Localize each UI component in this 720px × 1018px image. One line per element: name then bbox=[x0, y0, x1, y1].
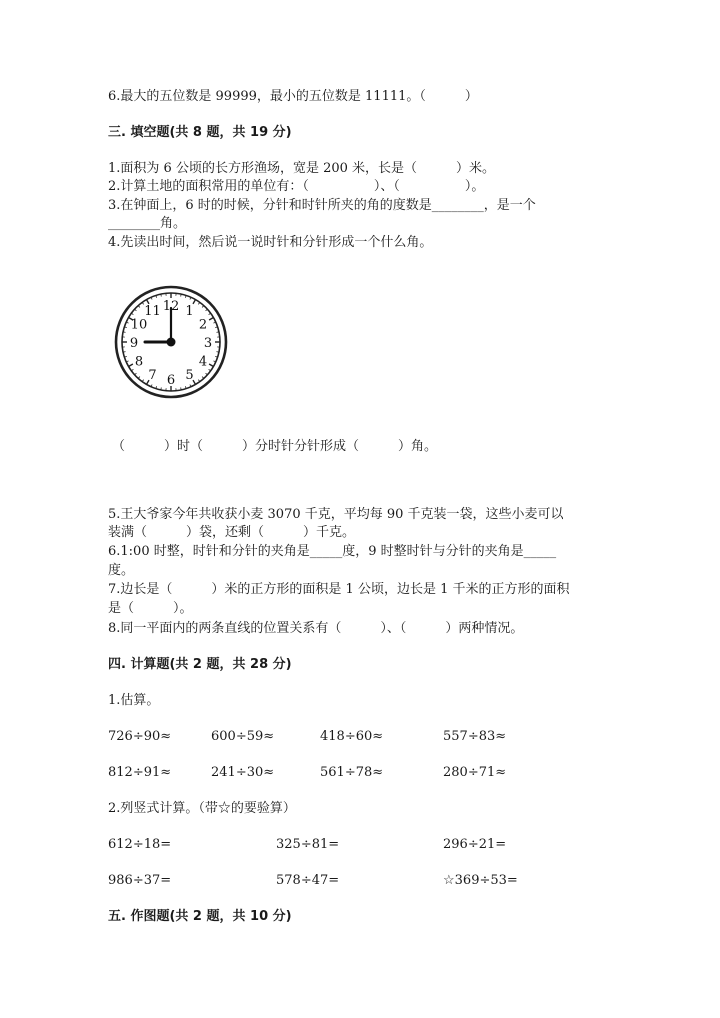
clock-number: 7 bbox=[148, 368, 157, 384]
clock-tick bbox=[216, 332, 218, 333]
clock-number: 9 bbox=[129, 336, 139, 351]
clock-number: 3 bbox=[203, 336, 213, 351]
clock-tick bbox=[209, 318, 213, 321]
clock-number: 10 bbox=[130, 317, 148, 333]
vertical-calc-item: 296÷21= bbox=[443, 837, 507, 852]
clock-tick bbox=[181, 387, 182, 389]
question-s3-4: 4.先读出时间，然后说一说时针和分针形成一个什么角。 bbox=[108, 235, 433, 250]
clock-tick bbox=[123, 332, 125, 333]
estimation-item: 726÷90≈ bbox=[108, 729, 172, 744]
question-s3-3-line1: 3.在钟面上，6 时的时候，分针和时针所夹的角的度数是________，是一个 bbox=[108, 198, 536, 213]
section-4-title: 四. 计算题(共 2 题，共 28 分) bbox=[108, 657, 292, 672]
section-5-title: 五. 作图题(共 2 题，共 10 分) bbox=[108, 909, 292, 924]
question-s3-6-line1: 6.1:00 时整，时针和分针的夹角是_____度，9 时整时针与分针的夹角是_____ bbox=[108, 544, 557, 559]
clock-number: 2 bbox=[198, 317, 208, 333]
question-s3-7-line2: 是（ ）。 bbox=[108, 601, 193, 616]
question-s3-5-line1: 5.王大爷家今年共收获小麦 3070 千克，平均每 90 千克装一袋，这些小麦可以 bbox=[108, 507, 564, 522]
clock-number: 5 bbox=[185, 368, 194, 384]
question-s3-2: 2.计算土地的面积常用的单位有：（ ）、（ ）。 bbox=[108, 179, 485, 194]
clock-number: 11 bbox=[144, 303, 161, 319]
estimation-item: 557÷83≈ bbox=[443, 729, 507, 744]
clock-number: 6 bbox=[166, 373, 176, 388]
clock-face bbox=[113, 284, 229, 400]
estimation-item: 418÷60≈ bbox=[320, 729, 384, 744]
clock-tick bbox=[123, 352, 125, 353]
clock-center bbox=[167, 338, 176, 347]
vertical-calc-item: 578÷47= bbox=[276, 873, 340, 888]
clock-number: 1 bbox=[185, 303, 194, 319]
clock-tick bbox=[216, 352, 218, 353]
estimation-item: 241÷30≈ bbox=[211, 765, 275, 780]
clock-tick bbox=[181, 294, 182, 296]
estimation-item: 280÷71≈ bbox=[443, 765, 507, 780]
clock-number: 8 bbox=[134, 354, 144, 370]
clock-tick bbox=[129, 364, 133, 367]
question-s4-2: 2.列竖式计算。（带☆的要验算） bbox=[108, 801, 296, 816]
vertical-calc-item: 986÷37= bbox=[108, 873, 172, 888]
question-s3-8: 8.同一平面内的两条直线的位置关系有（ ）、（ ）两种情况。 bbox=[108, 621, 524, 636]
question-s2-6: 6.最大的五位数是 99999，最小的五位数是 11111。（ ） bbox=[108, 89, 478, 104]
estimation-item: 600÷59≈ bbox=[211, 729, 275, 744]
clock-tick bbox=[161, 294, 162, 296]
clock-tick bbox=[161, 387, 162, 389]
vertical-calc-item: ☆369÷53= bbox=[443, 873, 518, 888]
question-s3-6-line2: 度。 bbox=[108, 563, 135, 578]
clock-number: 4 bbox=[198, 354, 208, 370]
vertical-calc-item: 612÷18= bbox=[108, 837, 172, 852]
estimation-item: 812÷91≈ bbox=[108, 765, 172, 780]
question-s3-7-line1: 7.边长是（ ）米的正方形的面积是 1 公顷，边长是 1 千米的正方形的面积 bbox=[108, 582, 570, 597]
estimation-item: 561÷78≈ bbox=[320, 765, 384, 780]
clock-tick bbox=[209, 364, 213, 367]
vertical-calc-item: 325÷81= bbox=[276, 837, 340, 852]
question-s3-4-answer: （ ）时（ ）分时针分针形成（ ）角。 bbox=[112, 439, 438, 454]
section-3-title: 三. 填空题(共 8 题，共 19 分) bbox=[108, 125, 292, 140]
question-s3-5-line2: 装满（ ）袋，还剩（ ）千克。 bbox=[108, 525, 356, 540]
question-s3-3-line2: ________角。 bbox=[108, 216, 187, 231]
question-s3-1: 1.面积为 6 公顷的长方形渔场，宽是 200 米，长是（ ）米。 bbox=[108, 161, 496, 176]
question-s4-1: 1.估算。 bbox=[108, 693, 160, 708]
clock-number: 12 bbox=[162, 299, 180, 314]
